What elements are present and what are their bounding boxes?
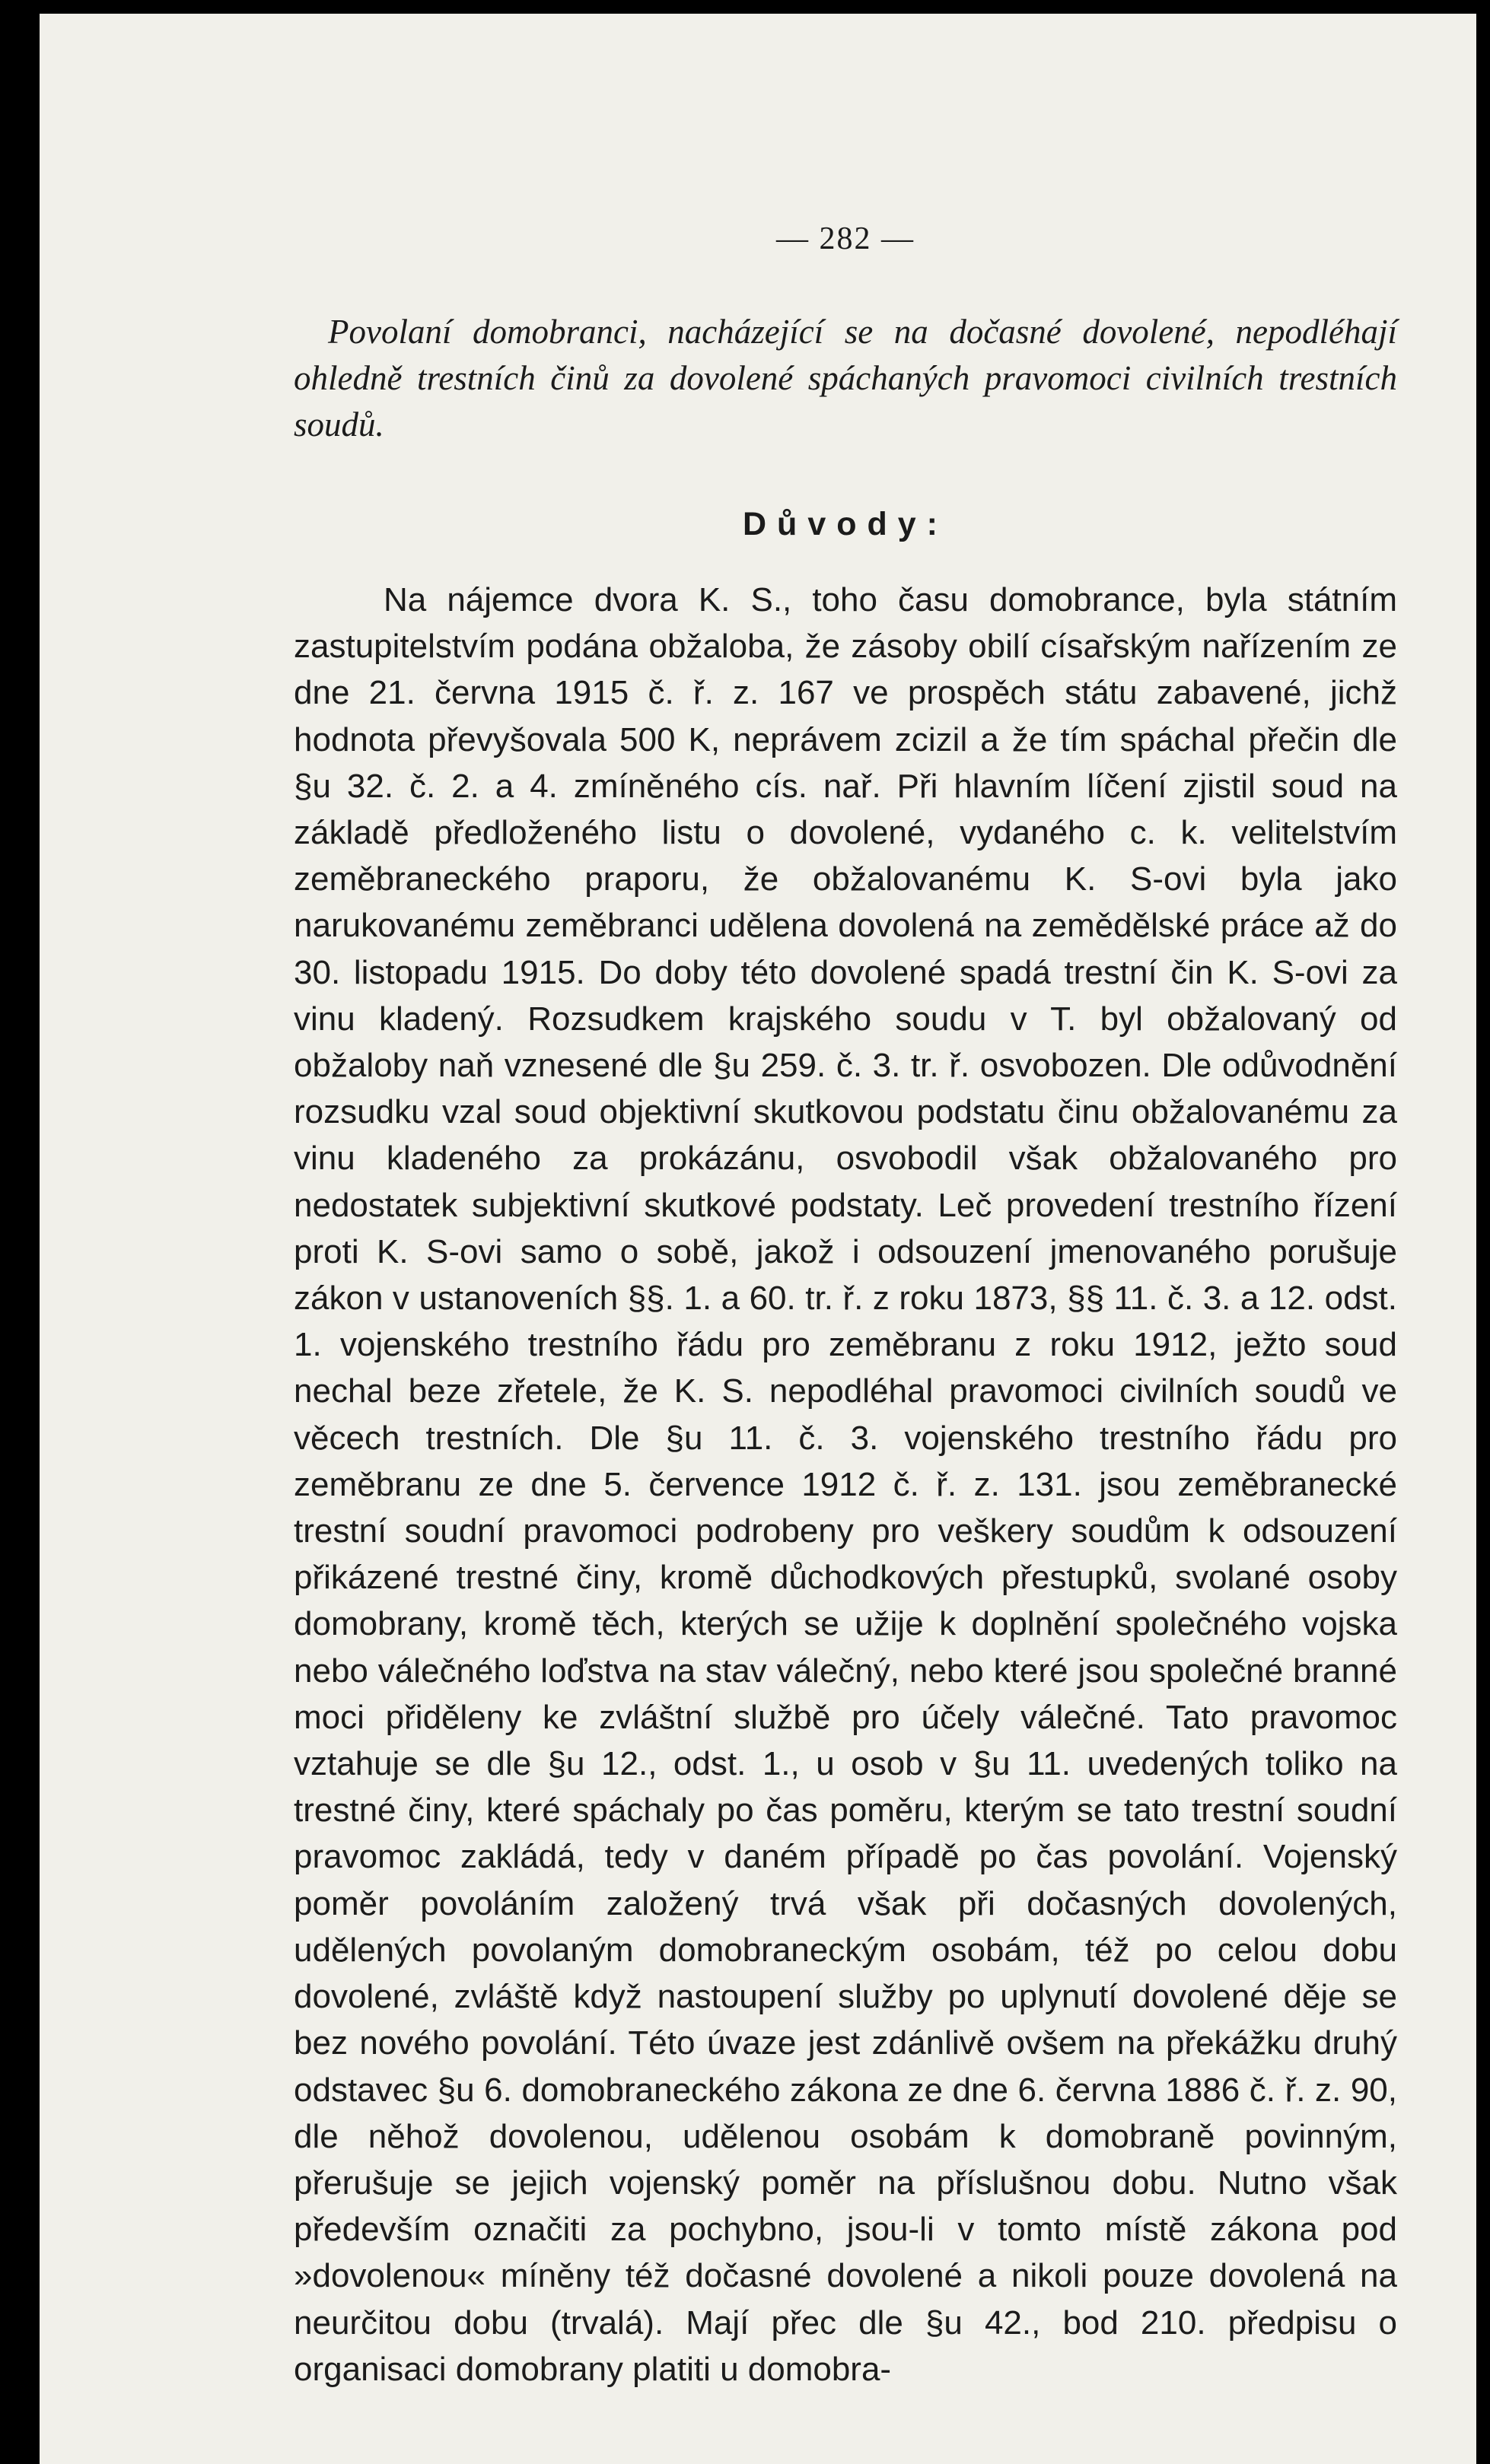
headnote: Povolaní domobranci, nacházející se na dočasné dovolené, nepodléhají ohledně trestních činů za dovolené spáchaných pravomoci civilních trestních soudů. (294, 313, 1397, 444)
body-paragraph: Na nájemce dvora K. S., toho času domobrance, byla státním zastupitelstvím podána obžaloba, že zásoby obilí císařským nařízením ze dne 21. června 1915 č. ř. z. 167 ve prospěch státu zabavené, jichž hodnota převyšovala 500 K, neprávem zcizil a že tím spáchal přečin dle §u 32. č. 2. a 4. zmíněného cís. nař. Při hlavním líčení zjistil soud na základě předloženého listu o dovolené, vydaného c. k. velitelstvím zeměbraneckého praporu, že obžalovanému K. S-ovi byla jako narukovanému zeměbranci udělena dovolená na zemědělské práce až do 30. listopadu 1915. Do doby této dovolené spadá trestní čin K. S-ovi za vinu kladený. Rozsudkem krajského soudu v T. byl obžalovaný od obžaloby naň vznesené dle §u 259. č. 3. tr. ř. osvobozen. Dle odůvodnění rozsudku vzal soud objektivní skutkovou podstatu činu obžalovanému za vinu kladeného za prokázánu, osvobodil však obžalovaného pro nedostatek subjektivní skutkové podstaty. Leč provedení trestního řízení proti K. S-ovi samo o sobě, jakož i odsouzení jmenovaného porušuje zákon v ustanoveních §§. 1. a 60. tr. ř. z roku 1873, §§ 11. č. 3. a 12. odst. 1. vojenského trestního řádu pro zeměbranu z roku 1912, ježto soud nechal beze zřetele, že K. S. nepodléhal pravomoci civilních soudů ve věcech trestních. Dle §u 11. č. 3. vojenského trestního řádu pro zeměbranu ze dne 5. července 1912 č. ř. z. 131. jsou zeměbranecké trestní soudní pravomoci podrobeny pro veškery soudům k odsouzení přikázené trestné činy, kromě důchodkových přestupků, svolané osoby domobrany, kromě těch, kterých se užije k doplnění společného vojska nebo válečného loďstva na stav válečný, nebo které jsou společné branné moci přiděleny ke zvláštní službě pro účely válečné. Tato pravomoc vztahuje se dle §u 12., odst. 1., u osob v §u 11. uvedených toliko na trestné činy, které spáchaly po čas poměru, kterým se tato trestní soudní pravomoc zakládá, tedy v daném případě po čas povolání. Vojenský poměr povoláním založený trvá však při dočasných dovolených, udělených povolaným domobraneckým osobám, též po celou dobu dovolené, zvláště když nastoupení služby po uplynutí dovolené děje se bez nového povolání. Této úvaze jest zdánlivě ovšem na překážku druhý odstavec §u 6. domobraneckého zákona ze dne 6. června 1886 č. ř. z. 90, dle něhož dovolenou, udělenou osobám k domobraně povinným, přerušuje se jejich vojenský poměr na příslušnou dobu. Nutno však především označiti za pochybno, jsou-li v tomto místě zákona pod »dovolenou« míněny též dočasné dovolené a nikoli pouze dovolená na neurčitou dobu (trvalá). Mají přec dle §u 42., bod 210. předpisu o organisaci domobrany platiti u domobra- (294, 581, 1397, 2388)
page-number: — 282 — (776, 221, 915, 256)
scan-border (1476, 0, 1490, 2464)
page-content (294, 221, 1397, 2392)
section-title: Důvody: (743, 506, 948, 542)
